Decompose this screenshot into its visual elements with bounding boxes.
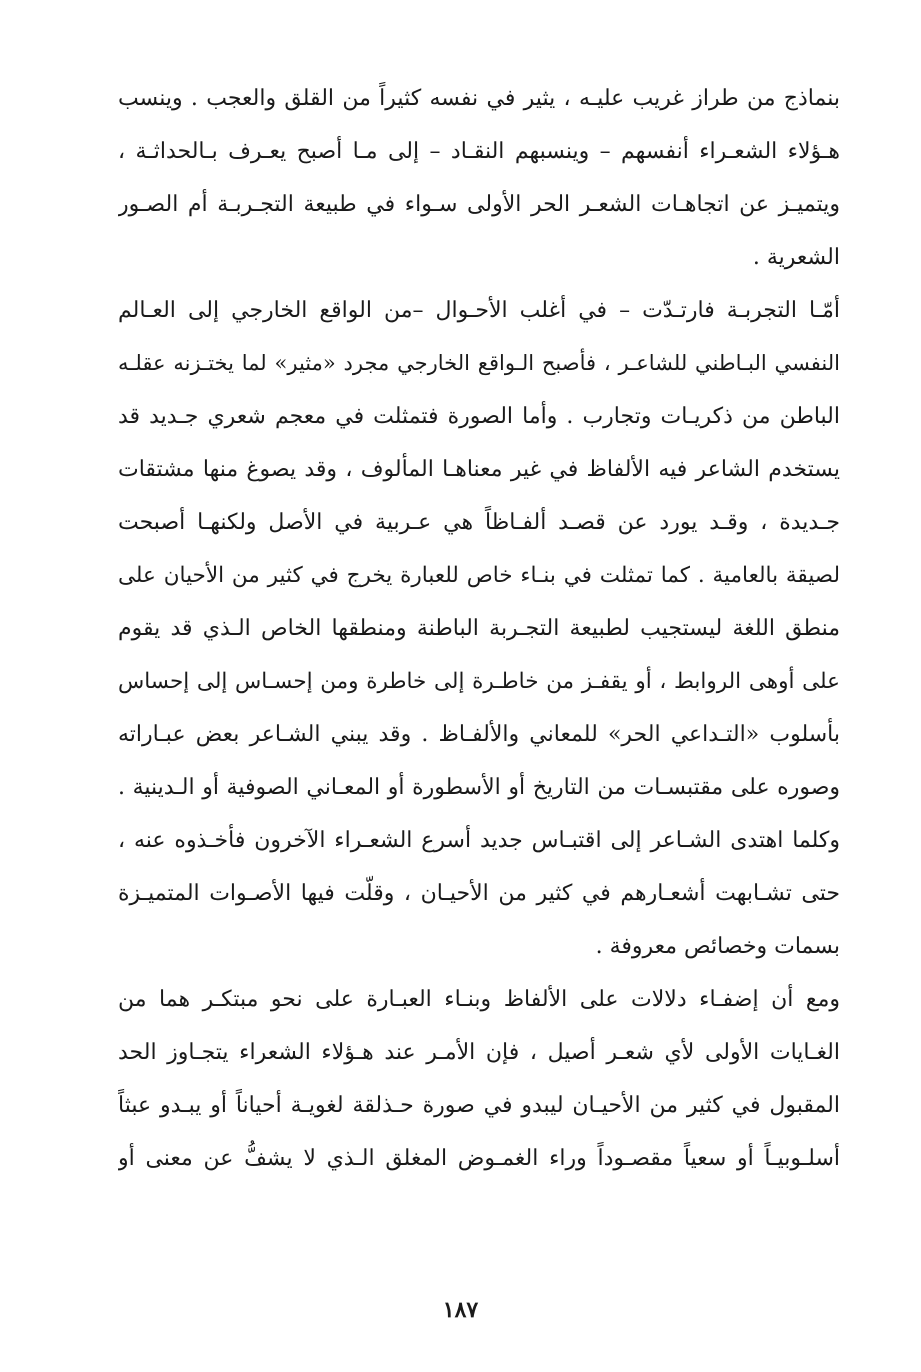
text-line: بنماذج من طراز غريب عليـه ، يثير في نفسه كثيراً من القلق والعجب . وينسب [118,86,840,111]
text-line: حتى تشـابهت أشعـارهم في كثير من الأحيـان ، وقلّت فيها الأصـوات المتميـزة [118,881,840,906]
text-line: على أوهى الروابط ، أو يقفـز من خاطـرة إلى خاطرة ومن إحسـاس إلى إحساس [118,669,840,694]
body-text [118,72,840,1185]
text-line: المقبول في كثير من الأحيـان ليبدو في صورة حـذلقة لغويـة أحياناً أو يبـدو عبثاً [118,1093,840,1118]
text-line: ومع أن إضفـاء دلالات على الألفاظ وبنـاء العبـارة على نحو مبتكـر هما من [118,987,840,1012]
text-line: أمّـا التجربـة فارتـدّت – في أغلب الأحـوال –من الواقع الخارجي إلى العـالم [118,298,840,323]
text-line: لصيقة بالعامية . كما تمثلت في بنـاء خاص للعبارة يخرج في كثير من الأحيان على [118,563,840,588]
text-line: الغـايات الأولى لأي شعـر أصيل ، فإن الأمـر عند هـؤلاء الشعراء يتجـاوز الحد [118,1040,840,1065]
text-line: الباطن من ذكريـات وتجارب . وأما الصورة فتمثلت في معجم شعري جـديد قد [118,404,840,429]
text-line: ويتميـز عن اتجاهـات الشعـر الحر الأولى سـواء في طبيعة التجـربـة أم الصـور [118,192,840,217]
text-line: وكلما اهتدى الشـاعر إلى اقتبـاس جديد أسرع الشعـراء الآخرون فأخـذوه عنه ، [118,828,840,853]
page-number: ١٨٧ [442,1297,479,1323]
text-line: هـؤلاء الشعـراء أنفسهم – وينسبهم النقـاد – إلى مـا أصبح يعـرف بـالحداثـة ، [118,139,840,164]
text-line: بأسلوب «التـداعي الحر» للمعاني والألفـاظ . وقد يبني الشـاعر بعض عبـاراته [118,722,840,747]
text-line: أسلـوبيـاً أو سعياً مقصـوداً وراء الغمـوض المغلق الـذي لا يشفُّ عن معنى أو [118,1146,840,1171]
text-line: الشعرية . [752,245,840,270]
text-line: يستخدم الشاعر فيه الألفاظ في غير معناهـا المألوف ، وقد يصوغ منها مشتقات [118,457,840,482]
text-line: منطق اللغة ليستجيب لطبيعة التجـربة الباطنة ومنطقها الخاص الـذي قد يقوم [118,616,840,641]
text-line: النفسي البـاطني للشاعـر ، فأصبح الـواقع الخارجي مجرد «مثير» لما يختـزنه عقلـه [118,351,840,375]
text-line: وصوره على مقتبسـات من التاريخ أو الأسطورة أو المعـاني الصوفية أو الـدينية . [118,775,840,800]
text-line: جـديدة ، وقـد يورد عن قصـد ألفـاظاً هي عـربية في الأصل ولكنهـا أصبحت [118,510,840,535]
text-line: بسمات وخصائص معروفة . [595,934,840,959]
